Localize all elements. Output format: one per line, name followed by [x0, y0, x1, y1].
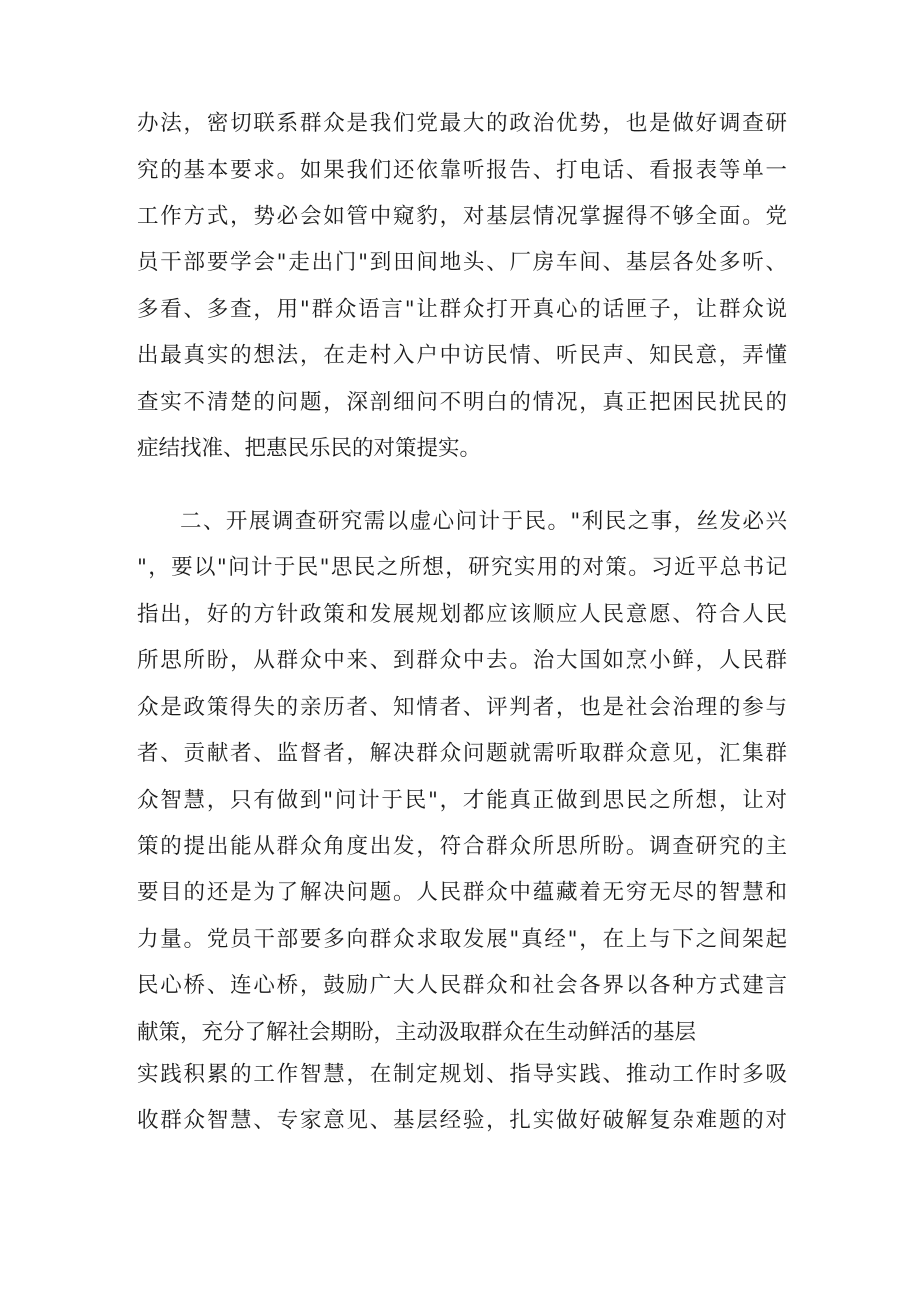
- text-line: 出最真实的想法，在走村入户中访民情、听民声、知民意，弄懂: [137, 343, 787, 368]
- text-line: 力量。党员干部要多向群众求取发展"真经"，在上与下之间架起: [137, 927, 787, 952]
- text-line: 要目的还是为了解决问题。人民群众中蕴藏着无穷无尽的智慧和: [137, 880, 787, 905]
- text-line: 者、贡献者、监督者，解决群众问题就需听取群众意见，汇集群: [137, 741, 787, 766]
- text-line: 所思所盼，从群众中来、到群众中去。治大国如烹小鲜，人民群: [137, 648, 787, 673]
- text-line: 员干部要学会"走出门"到田间地头、厂房车间、基层各处多听、: [137, 250, 787, 275]
- text-line: 工作方式，势必会如管中窥豹，对基层情况掌握得不够全面。党: [137, 204, 787, 229]
- text-line: 策的提出能从群众角度出发，符合群众所思所盼。调查研究的主: [137, 834, 787, 859]
- text-line: 民心桥、连心桥，鼓励广大人民群众和社会各界以各种方式建言: [137, 973, 787, 998]
- text-line: 办法，密切联系群众是我们党最大的政治优势，也是做好调查研: [137, 111, 787, 136]
- text-line: 众是政策得失的亲历者、知情者、评判者，也是社会治理的参与: [137, 695, 787, 720]
- text-line: 究的基本要求。如果我们还依靠听报告、打电话、看报表等单一: [137, 158, 787, 183]
- text-line: 献策，充分了解社会期盼，主动汲取群众在生动鲜活的基层: [137, 1020, 697, 1045]
- text-line: 收群众智慧、专家意见、基层经验，扎实做好破解复杂难题的对: [137, 1108, 787, 1133]
- section-heading-line: 二、开展调查研究需以虚心问计于民。"利民之事，丝发必兴: [180, 509, 787, 534]
- text-line: 查实不清楚的问题，深剖细问不明白的情况，真正把困民扰民的: [137, 390, 787, 415]
- text-line: 指出，好的方针政策和发展规划都应该顺应人民意愿、符合人民: [137, 602, 787, 627]
- text-line: "，要以"问计于民"思民之所想，研究实用的对策。习近平总书记: [137, 555, 787, 580]
- text-line: 实践积累的工作智慧，在制定规划、指导实践、推动工作时多吸: [137, 1062, 787, 1087]
- text-line: 多看、多查，用"群众语言"让群众打开真心的话匣子，让群众说: [137, 297, 787, 322]
- text-line: 众智慧，只有做到"问计于民"，才能真正做到思民之所想，让对: [137, 788, 787, 813]
- text-line: 症结找准、把惠民乐民的对策提实。: [137, 436, 482, 461]
